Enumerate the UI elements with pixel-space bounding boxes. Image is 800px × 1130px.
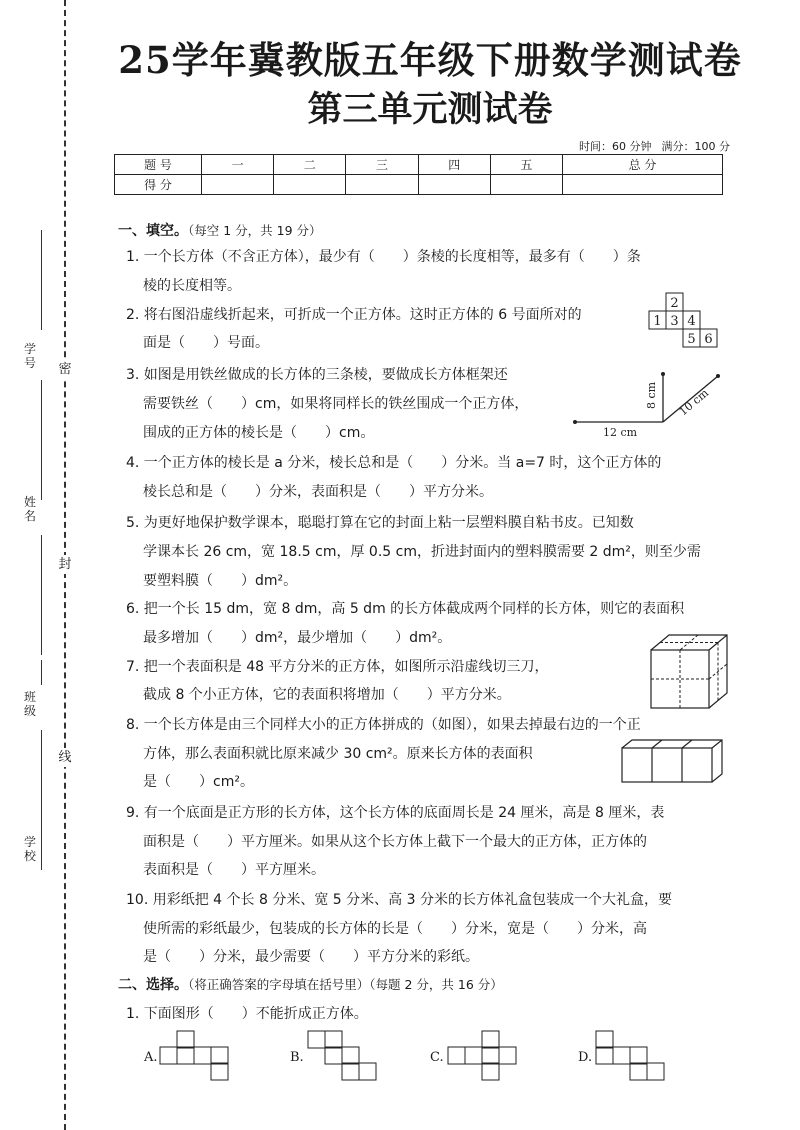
score-cell[interactable] [418,175,490,195]
section-2-heading [118,974,503,994]
school-label: 学校 [24,835,37,863]
cut-cube-figure [648,632,730,710]
q8-line: 方体，那么表面积就比原来减少 30 cm²。原来长方体的表面积 [143,746,533,762]
q10-line: 10. 用彩纸把 4 个长 8 分米、宽 5 分米、高 3 分米的长方体礼盒包装成一个大礼盒，要 [126,892,672,908]
q3-line: 3. 如图是用铁丝做成的长方体的三条棱，要做成长方体框架还 [126,367,508,383]
score-row-label: 得 分 [115,175,202,195]
net-number: 3 [670,314,679,329]
edge-length-label: 12 cm [603,426,638,439]
score-table-score-row [115,175,723,195]
score-header-cell: 题 号 [115,155,202,175]
net-number: 1 [653,314,662,329]
q8-line: 8. 一个长方体是由三个同样大小的正方体拼成的（如图），如果去掉最右边的一个正 [126,717,641,733]
option-d-net[interactable] [594,1030,674,1082]
page-subtitle: 第三单元测试卷 [307,89,553,130]
section-2-note: （将正确答案的字母填在括号里）（每题 2 分，共 16 分） [188,977,503,992]
q5-line: 学课本长 26 cm，宽 18.5 cm，厚 0.5 cm，折进封面内的塑料膜需要 2 dm²，则至少需 [143,544,701,560]
score-cell[interactable] [490,175,562,195]
score-cell[interactable] [346,175,418,195]
score-table [114,154,723,195]
class-label: 班级 [24,690,37,718]
s2-q1-line: 1. 下面图形（ ）不能折成正方体。 [126,1006,368,1022]
net-number: 6 [704,332,713,347]
q6-line: 6. 把一个长 15 dm，宽 8 dm，高 5 dm 的长方体截成两个同样的长方体，则它的表面积 [126,601,685,617]
q5-line: 要塑料膜（ ）dm²。 [143,573,298,589]
option-c-label[interactable]: C. [430,1050,444,1065]
q10-line: 是（ ）分米，最少需要（ ）平方分米的彩纸。 [143,949,479,965]
full-score: 满分：100 分 [661,140,730,153]
score-header-cell: 五 [490,155,562,175]
net-number: 2 [670,296,679,311]
q1-line: 1. 一个长方体（不含正方体），最少有（ ）条棱的长度相等，最多有（ ）条 [126,249,641,265]
section-1-heading [118,220,322,240]
edge-height-label: 8 cm [645,381,658,409]
q9-line: 9. 有一个底面是正方形的长方体，这个长方体的底面周长是 24 厘米，高是 8 厘米，表 [126,805,665,821]
option-a-net[interactable] [158,1030,238,1082]
score-table-header-row [115,155,723,175]
three-cubes-figure [620,738,726,786]
q7-line: 截成 8 个小正方体，它的表面积将增加（ ）平方分米。 [143,687,511,703]
score-cell[interactable] [202,175,274,195]
q4-line: 4. 一个正方体的棱长是 a 分米，棱长总和是（ ）分米。当 a=7 时，这个正方体的 [126,455,662,471]
section-1-note: （每空 1 分，共 19 分） [188,223,322,238]
q2-line: 面是（ ）号面。 [143,335,269,351]
seal-word-xian: 线 [58,750,72,765]
cube-net-figure [640,291,725,355]
net-number: 5 [687,332,696,347]
time-limit: 时间：60 分钟 [579,140,652,153]
score-header-cell: 总 分 [563,155,723,175]
option-a-label[interactable]: A. [144,1050,158,1065]
q2-line: 2. 将右图沿虚线折起来，可折成一个正方体。这时正方体的 6 号面所对的 [126,307,582,323]
score-header-cell: 四 [418,155,490,175]
seal-word-mi: 密 [58,362,72,377]
net-number: 4 [687,314,696,329]
section-1-title: 一、填空。 [118,223,188,239]
score-header-cell: 三 [346,155,418,175]
q9-line: 面积是（ ）平方厘米。如果从这个长方体上截下一个最大的正方体，正方体的 [143,834,647,850]
seal-word-feng: 封 [58,557,72,572]
q1-line: 棱的长度相等。 [143,278,241,294]
q5-line: 5. 为更好地保护数学课本，聪聪打算在它的封面上粘一层塑料膜自粘书皮。已知数 [126,515,634,531]
option-b-label[interactable]: B. [290,1050,304,1065]
exam-meta [569,138,730,154]
q7-line: 7. 把一个表面积是 48 平方分米的正方体，如图所示沿虚线切三刀， [126,659,549,675]
score-header-cell: 二 [274,155,346,175]
page-title: 25学年冀教版五年级下册数学测试卷 [118,38,742,82]
score-header-cell: 一 [202,155,274,175]
three-edges-figure [565,364,730,442]
score-cell[interactable] [563,175,723,195]
q9-line: 表面积是（ ）平方厘米。 [143,862,325,878]
section-2-title: 二、选择。 [118,977,188,993]
q10-line: 使所需的彩纸最少，包装成的长方体的长是（ ）分米，宽是（ ）分米，高 [143,921,647,937]
binding-margin [0,0,110,1130]
q6-line: 最多增加（ ）dm²，最少增加（ ）dm²。 [143,630,452,646]
q8-line: 是（ ）cm²。 [143,774,254,790]
q3-line: 需要铁丝（ ）cm，如果将同样长的铁丝围成一个正方体， [143,396,529,412]
option-c-net[interactable] [446,1030,526,1082]
option-b-net[interactable] [306,1030,381,1082]
score-cell[interactable] [274,175,346,195]
option-d-label[interactable]: D. [578,1050,593,1065]
student-id-label: 学号 [24,342,37,370]
student-name-label: 姓名 [24,495,37,523]
edge-width-label: 10 cm [676,386,712,419]
q3-line: 围成的正方体的棱长是（ ）cm。 [143,425,375,441]
q4-line: 棱长总和是（ ）分米，表面积是（ ）平方分米。 [143,484,493,500]
